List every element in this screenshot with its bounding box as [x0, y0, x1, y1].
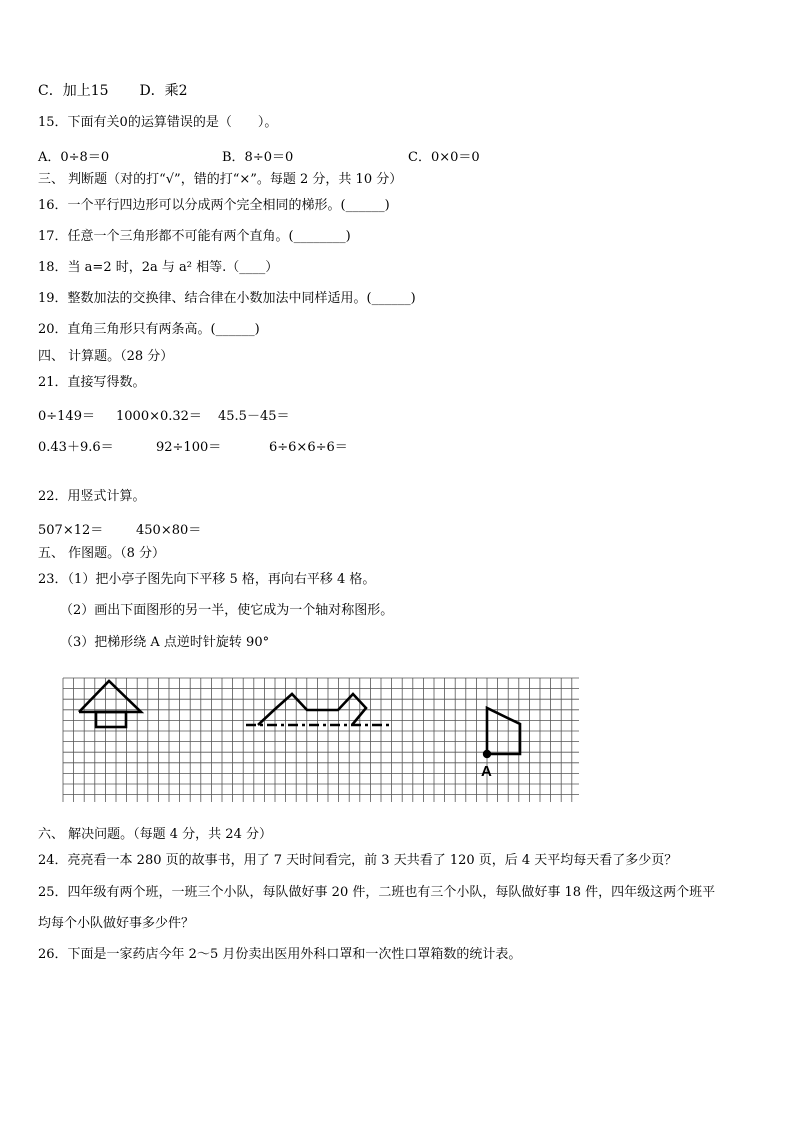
q15-option-a: A．0÷8＝0: [38, 150, 110, 165]
q21-item: 92÷100＝: [156, 440, 222, 455]
q21-item: 0.43＋9.6＝: [38, 440, 114, 455]
grid-svg: [62, 677, 580, 803]
rotation-point: [483, 750, 491, 758]
q14-options-row: [38, 82, 188, 100]
q14-option-c: C．加上15: [38, 83, 109, 99]
section5-header: 五、 作图题。（8 分）: [38, 546, 166, 561]
q22-item: 507×12＝: [38, 523, 104, 538]
q21-item: 45.5－45＝: [218, 409, 290, 424]
q21-item: 6÷6×6÷6＝: [269, 440, 348, 455]
q21-stem: 21．直接写得数。: [38, 375, 146, 390]
q14-option-d: D．乘2: [139, 83, 188, 99]
q15-stem: 15．下面有关0的运算错误的是（ ）。: [38, 115, 278, 130]
q22-item: 450×80＝: [136, 523, 202, 538]
q22-stem: 22．用竖式计算。: [38, 489, 146, 504]
q15-option-b: B．8÷0＝0: [222, 150, 294, 165]
grid-lines: [63, 678, 579, 802]
q24: 24．亮亮看一本 280 页的故事书，用了 7 天时间看完，前 3 天共看了 120 页，后 4 天平均每天看了多少页？: [38, 853, 678, 868]
q25-line2: 均每个小队做好事多少件？: [38, 916, 195, 931]
pavilion-base: [96, 712, 126, 727]
drawing-grid: [62, 677, 580, 803]
q23-part1: 23．（1）把小亭子图先向下平移 5 格，再向右平移 4 格。: [38, 572, 376, 587]
q23-part3: （3）把梯形绕 A 点逆时针旋转 90°: [60, 635, 270, 650]
q21-item: 1000×0.32＝: [116, 409, 202, 424]
pavilion-roof: [79, 681, 141, 712]
q26: 26．下面是一家药店今年 2～5 月份卖出医用外科口罩和一次性口罩箱数的统计表。: [38, 947, 522, 962]
q21-item: 0÷149＝: [38, 409, 95, 424]
rotation-point-label: A: [481, 763, 492, 780]
section4-header: 四、 计算题。（28 分）: [38, 349, 174, 364]
q23-part2: （2）画出下面图形的另一半，使它成为一个轴对称图形。: [60, 603, 394, 618]
q16: 16．一个平行四边形可以分成两个完全相同的梯形。(______): [38, 198, 390, 213]
q25-line1: 25．四年级有两个班，一班三个小队，每队做好事 20 件，二班也有三个小队，每队做好事 18 件，四年级这两个班平: [38, 885, 716, 900]
q15-option-c: C．0×0＝0: [408, 150, 480, 165]
q20: 20．直角三角形只有两条高。(______): [38, 322, 260, 337]
q17: 17．任意一个三角形都不可能有两个直角。(________): [38, 229, 351, 244]
section3-header: 三、 判断题（对的打“√”，错的打“×”。每题 2 分，共 10 分）: [38, 172, 403, 187]
q18: 18．当 a=2 时，2a 与 a² 相等.（____）: [38, 260, 279, 275]
q19: 19．整数加法的交换律、结合律在小数加法中同样适用。(______): [38, 291, 416, 306]
section6-header: 六、 解决问题。（每题 4 分，共 24 分）: [38, 827, 272, 842]
